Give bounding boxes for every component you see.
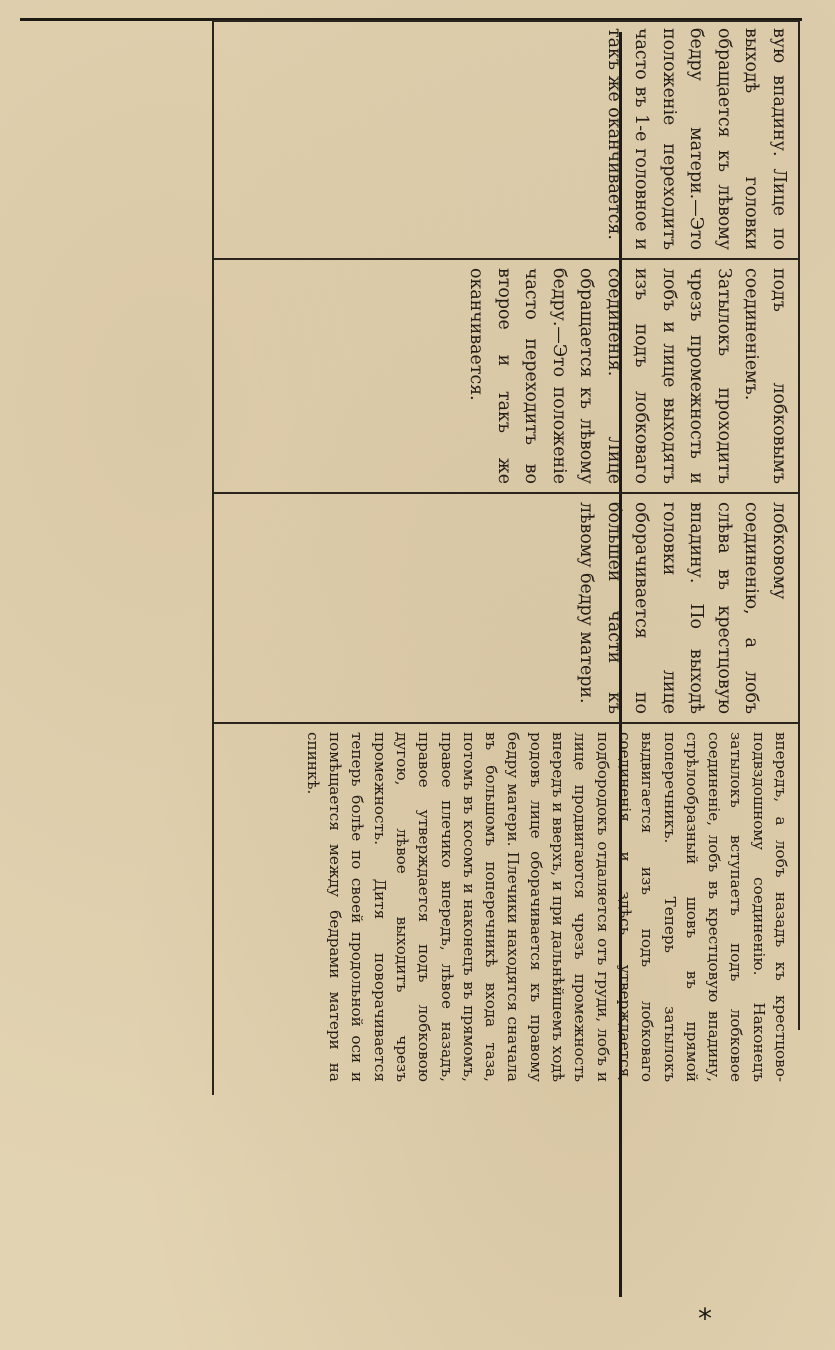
table-column-2 xyxy=(214,494,800,722)
column-text: лобковому соединенію, а лобъ слѣва въ крестцовую впадину. По выходѣ головки лице оборачивается по большей части къ лѣвому бедру матери. xyxy=(576,502,789,714)
footer-asterisk: * xyxy=(698,1302,712,1335)
column-text: впередъ, а лобъ назадъ къ крестцово-подвздошному соединенію. Наконецъ затылокъ вступаетъ подъ лобковое соединеніе, лобъ въ крестцовую впадину, стрѣлообразный шовъ въ прямой поперечникъ. Теперь затылокъ выдвигается изъ подъ лобковаго соединенія и здѣсь утверждается, подбородокъ отдаляется отъ груди, лобъ и лице продвигаются чрезъ промежность впередъ и вверхъ, и при дальнѣйшемъ ходѣ родовъ лице оборачивается къ правому бедру матери. Плечики находятся сначала въ большомъ поперечникѣ входа таза, потомъ въ косомъ и наконецъ въ прямомъ, правое плечико впередъ, лѣвое назадъ, правое утверждается подъ лобковою дугою, лѣвое выходитъ чрезъ промежность. Дитя поворачивается теперь болѣе по своей продольной оси и помѣщается между бедрами матери на спинкѣ. xyxy=(303,732,790,1082)
rotated-table xyxy=(10,20,800,1090)
table-column-1 xyxy=(214,724,800,1090)
column-text: подъ лобковымъ соединеніемъ. Затылокъ проходитъ чрезъ промежность и лобъ и лице выходятъ изъ подъ лобковаго соединенія. Лице обращается къ лѣвому бедру.—Это положеніе часто переходитъ во второе и такъ же оканчивается. xyxy=(466,268,789,484)
table-column-4 xyxy=(214,20,800,258)
column-text: вую впадину. Лице по выходѣ головки обращается къ лѣвому бедру матери.—Это положеніе переходитъ часто въ 1-е головное и такъ же оканчивается. xyxy=(604,28,789,250)
table-column-3 xyxy=(214,260,800,492)
